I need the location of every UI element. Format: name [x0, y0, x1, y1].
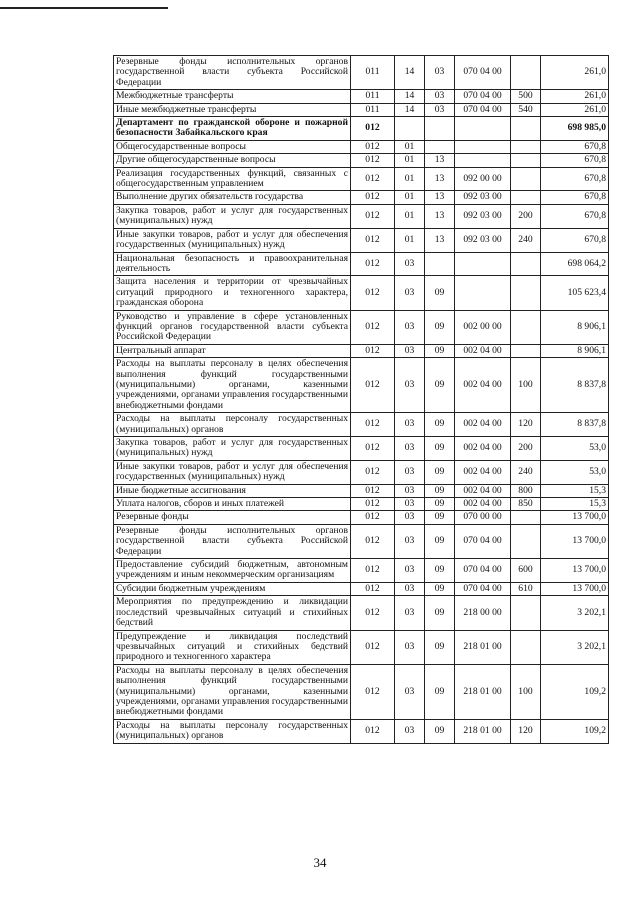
section-code: 03 [395, 437, 425, 461]
amount: 13 700,0 [541, 511, 609, 524]
section-code: 03 [395, 358, 425, 413]
section-code: 01 [395, 204, 425, 228]
subsection-code: 09 [425, 630, 455, 664]
expense-type-code [511, 344, 541, 357]
expense-type-code: 240 [511, 460, 541, 484]
section-code: 03 [395, 498, 425, 511]
subsection-code: 13 [425, 204, 455, 228]
subsection-code: 09 [425, 460, 455, 484]
amount: 8 906,1 [541, 310, 609, 344]
amount: 53,0 [541, 460, 609, 484]
table-row [114, 167, 609, 191]
row-name: Расходы на выплаты персоналу в целях обеспечения выполнения функций государственными (муниципальными) органами, казенными учреждениями, органами управления государственными внебюджетными фондами [114, 664, 351, 719]
target-article-code: 218 00 00 [455, 596, 511, 630]
row-name: Иные закупки товаров, работ и услуг для обеспечения государственных (муниципальных) нужд [114, 228, 351, 252]
table-row [114, 524, 609, 558]
expense-type-code: 100 [511, 358, 541, 413]
section-code: 03 [395, 413, 425, 437]
table-row [114, 358, 609, 413]
expense-type-code [511, 191, 541, 204]
expense-type-code [511, 167, 541, 191]
expense-type-code: 800 [511, 484, 541, 497]
target-article-code: 218 01 00 [455, 664, 511, 719]
section-code: 01 [395, 228, 425, 252]
amount: 8 837,8 [541, 358, 609, 413]
amount: 698 985,0 [541, 117, 609, 141]
section-code: 03 [395, 484, 425, 497]
row-name: Руководство и управление в сфере установленных функций органов государственной власти субъекта Российской Федерации [114, 310, 351, 344]
table-row [114, 252, 609, 276]
row-name: Центральный аппарат [114, 344, 351, 357]
subsection-code: 03 [425, 90, 455, 103]
expense-type-code: 540 [511, 103, 541, 116]
section-code: 03 [395, 582, 425, 595]
target-article-code: 218 01 00 [455, 719, 511, 743]
expense-type-code: 120 [511, 413, 541, 437]
amount: 53,0 [541, 437, 609, 461]
section-code: 03 [395, 344, 425, 357]
section-code: 03 [395, 276, 425, 310]
dept-code: 012 [351, 460, 395, 484]
section-code: 03 [395, 719, 425, 743]
table-row [114, 582, 609, 595]
page-number: 34 [313, 855, 327, 870]
dept-code: 012 [351, 140, 395, 153]
amount: 670,8 [541, 167, 609, 191]
dept-code: 012 [351, 630, 395, 664]
subsection-code: 13 [425, 191, 455, 204]
section-code: 03 [395, 524, 425, 558]
subsection-code: 09 [425, 582, 455, 595]
row-name: Расходы на выплаты персоналу государственных (муниципальных) органов [114, 719, 351, 743]
subsection-code [425, 117, 455, 141]
row-name: Расходы на выплаты персоналу в целях обеспечения выполнения функций государственными (муниципальными) органами, казенными учреждениями, органами управления государственными внебюджетными фондами [114, 358, 351, 413]
target-article-code [455, 276, 511, 310]
subsection-code: 09 [425, 437, 455, 461]
dept-code: 012 [351, 498, 395, 511]
subsection-code: 09 [425, 559, 455, 583]
expense-type-code: 200 [511, 437, 541, 461]
section-code: 03 [395, 664, 425, 719]
amount: 670,8 [541, 191, 609, 204]
table-row [114, 276, 609, 310]
table-row [114, 90, 609, 103]
section-code [395, 117, 425, 141]
dept-code: 012 [351, 358, 395, 413]
target-article-code: 070 04 00 [455, 56, 511, 90]
dept-code: 011 [351, 103, 395, 116]
table-row [114, 664, 609, 719]
row-name: Иные закупки товаров, работ и услуг для обеспечения государственных (муниципальных) нужд [114, 460, 351, 484]
subsection-code: 09 [425, 719, 455, 743]
target-article-code: 070 04 00 [455, 559, 511, 583]
target-article-code: 070 04 00 [455, 90, 511, 103]
amount: 3 202,1 [541, 596, 609, 630]
dept-code: 012 [351, 559, 395, 583]
dept-code: 012 [351, 596, 395, 630]
subsection-code: 09 [425, 498, 455, 511]
section-code: 14 [395, 103, 425, 116]
row-name: Общегосударственные вопросы [114, 140, 351, 153]
section-code: 01 [395, 167, 425, 191]
table-row [114, 228, 609, 252]
amount: 698 064,2 [541, 252, 609, 276]
section-code: 14 [395, 90, 425, 103]
table-row [114, 103, 609, 116]
amount: 13 700,0 [541, 582, 609, 595]
table-row [114, 437, 609, 461]
dept-code: 012 [351, 276, 395, 310]
row-name: Департамент по гражданской обороне и пожарной безопасности Забайкальского края [114, 117, 351, 141]
table-row [114, 191, 609, 204]
row-name: Уплата налогов, сборов и иных платежей [114, 498, 351, 511]
expense-type-code: 240 [511, 228, 541, 252]
row-name: Реализация государственных функций, связанных с общегосударственным управлением [114, 167, 351, 191]
subsection-code: 13 [425, 154, 455, 167]
dept-code: 012 [351, 719, 395, 743]
subsection-code: 09 [425, 596, 455, 630]
expense-type-code [511, 511, 541, 524]
target-article-code: 002 04 00 [455, 460, 511, 484]
subsection-code: 09 [425, 511, 455, 524]
amount: 105 623,4 [541, 276, 609, 310]
target-article-code [455, 154, 511, 167]
dept-code: 012 [351, 524, 395, 558]
expense-type-code: 500 [511, 90, 541, 103]
expense-type-code: 610 [511, 582, 541, 595]
section-code: 03 [395, 511, 425, 524]
amount: 261,0 [541, 90, 609, 103]
row-name: Закупка товаров, работ и услуг для государственных (муниципальных) нужд [114, 204, 351, 228]
section-code: 03 [395, 252, 425, 276]
dept-code: 011 [351, 90, 395, 103]
table-row [114, 204, 609, 228]
target-article-code: 002 04 00 [455, 484, 511, 497]
dept-code: 012 [351, 167, 395, 191]
table-row [114, 117, 609, 141]
target-article-code: 092 03 00 [455, 204, 511, 228]
expense-type-code [511, 56, 541, 90]
dept-code: 012 [351, 413, 395, 437]
target-article-code: 218 01 00 [455, 630, 511, 664]
table-row [114, 310, 609, 344]
row-name: Резервные фонды [114, 511, 351, 524]
subsection-code: 09 [425, 484, 455, 497]
expense-type-code [511, 524, 541, 558]
table-row [114, 413, 609, 437]
subsection-code: 13 [425, 167, 455, 191]
table-row [114, 140, 609, 153]
amount: 109,2 [541, 719, 609, 743]
expense-type-code [511, 596, 541, 630]
target-article-code: 002 04 00 [455, 498, 511, 511]
section-code: 03 [395, 559, 425, 583]
table-row [114, 344, 609, 357]
target-article-code: 002 04 00 [455, 413, 511, 437]
subsection-code: 09 [425, 344, 455, 357]
target-article-code: 002 00 00 [455, 310, 511, 344]
target-article-code: 070 04 00 [455, 524, 511, 558]
target-article-code: 070 04 00 [455, 582, 511, 595]
dept-code: 012 [351, 228, 395, 252]
amount: 15,3 [541, 484, 609, 497]
dept-code: 012 [351, 252, 395, 276]
row-name: Закупка товаров, работ и услуг для государственных (муниципальных) нужд [114, 437, 351, 461]
row-name: Другие общегосударственные вопросы [114, 154, 351, 167]
section-code: 03 [395, 310, 425, 344]
expense-type-code [511, 252, 541, 276]
section-code: 01 [395, 154, 425, 167]
row-name: Субсидии бюджетным учреждениям [114, 582, 351, 595]
expense-type-code [511, 276, 541, 310]
subsection-code: 09 [425, 524, 455, 558]
expense-type-code [511, 154, 541, 167]
dept-code: 011 [351, 56, 395, 90]
section-code: 03 [395, 630, 425, 664]
amount: 670,8 [541, 204, 609, 228]
table-row [114, 630, 609, 664]
subsection-code [425, 252, 455, 276]
subsection-code: 03 [425, 56, 455, 90]
subsection-code: 09 [425, 413, 455, 437]
table-row [114, 484, 609, 497]
table-row [114, 498, 609, 511]
expense-type-code [511, 310, 541, 344]
expense-type-code: 850 [511, 498, 541, 511]
row-name: Предоставление субсидий бюджетным, автономным учреждениям и иным некоммерческим организациям [114, 559, 351, 583]
expense-type-code [511, 630, 541, 664]
subsection-code: 13 [425, 228, 455, 252]
table-row [114, 559, 609, 583]
amount: 13 700,0 [541, 559, 609, 583]
dept-code: 012 [351, 664, 395, 719]
table-row [114, 56, 609, 90]
subsection-code: 09 [425, 664, 455, 719]
dept-code: 012 [351, 310, 395, 344]
budget-table [113, 55, 609, 744]
target-article-code: 070 04 00 [455, 103, 511, 116]
target-article-code [455, 117, 511, 141]
subsection-code: 09 [425, 310, 455, 344]
dept-code: 012 [351, 511, 395, 524]
target-article-code: 070 00 00 [455, 511, 511, 524]
target-article-code [455, 140, 511, 153]
target-article-code [455, 252, 511, 276]
dept-code: 012 [351, 344, 395, 357]
amount: 670,8 [541, 154, 609, 167]
table-row [114, 511, 609, 524]
subsection-code: 09 [425, 276, 455, 310]
amount: 670,8 [541, 140, 609, 153]
row-name: Резервные фонды исполнительных органов государственной власти субъекта Российской Федерации [114, 56, 351, 90]
table-row [114, 460, 609, 484]
expense-type-code: 600 [511, 559, 541, 583]
amount: 8 837,8 [541, 413, 609, 437]
amount: 15,3 [541, 498, 609, 511]
expense-type-code: 120 [511, 719, 541, 743]
dept-code: 012 [351, 191, 395, 204]
section-code: 03 [395, 596, 425, 630]
row-name: Выполнение других обязательств государства [114, 191, 351, 204]
target-article-code: 002 04 00 [455, 437, 511, 461]
amount: 261,0 [541, 103, 609, 116]
row-name: Иные межбюджетные трансферты [114, 103, 351, 116]
amount: 13 700,0 [541, 524, 609, 558]
row-name: Иные бюджетные ассигнования [114, 484, 351, 497]
table-row [114, 154, 609, 167]
amount: 670,8 [541, 228, 609, 252]
section-code: 03 [395, 460, 425, 484]
row-name: Резервные фонды исполнительных органов государственной власти субъекта Российской Федерации [114, 524, 351, 558]
target-article-code: 002 04 00 [455, 344, 511, 357]
target-article-code: 002 04 00 [455, 358, 511, 413]
row-name: Предупреждение и ликвидация последствий чрезвычайных ситуаций и стихийных бедствий природного и техногенного характера [114, 630, 351, 664]
dept-code: 012 [351, 117, 395, 141]
row-name: Мероприятия по предупреждению и ликвидации последствий чрезвычайных ситуаций и стихийных бедствий [114, 596, 351, 630]
row-name: Защита населения и территории от чрезвычайных ситуаций природного и техногенного характера, гражданская оборона [114, 276, 351, 310]
amount: 3 202,1 [541, 630, 609, 664]
dept-code: 012 [351, 484, 395, 497]
expense-type-code [511, 117, 541, 141]
subsection-code: 03 [425, 103, 455, 116]
header-rule [0, 7, 168, 9]
dept-code: 012 [351, 437, 395, 461]
expense-type-code: 200 [511, 204, 541, 228]
target-article-code: 092 00 00 [455, 167, 511, 191]
row-name: Национальная безопасность и правоохранительная деятельность [114, 252, 351, 276]
table-row [114, 596, 609, 630]
dept-code: 012 [351, 582, 395, 595]
amount: 8 906,1 [541, 344, 609, 357]
dept-code: 012 [351, 204, 395, 228]
amount: 109,2 [541, 664, 609, 719]
row-name: Межбюджетные трансферты [114, 90, 351, 103]
target-article-code: 092 03 00 [455, 191, 511, 204]
dept-code: 012 [351, 154, 395, 167]
expense-type-code: 100 [511, 664, 541, 719]
expense-type-code [511, 140, 541, 153]
target-article-code: 092 03 00 [455, 228, 511, 252]
row-name: Расходы на выплаты персоналу государственных (муниципальных) органов [114, 413, 351, 437]
table-row [114, 719, 609, 743]
section-code: 01 [395, 140, 425, 153]
subsection-code: 09 [425, 358, 455, 413]
amount: 261,0 [541, 56, 609, 90]
section-code: 14 [395, 56, 425, 90]
section-code: 01 [395, 191, 425, 204]
subsection-code [425, 140, 455, 153]
